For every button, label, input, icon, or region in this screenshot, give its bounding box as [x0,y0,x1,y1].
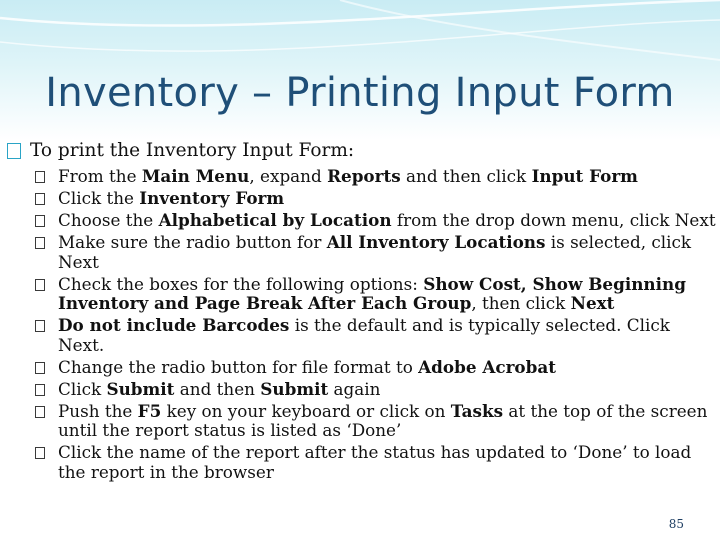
step-emphasis: Input Form [531,166,638,186]
bullet-icon [35,215,45,227]
step-text: . [98,334,105,355]
step-text: and then click [400,166,532,186]
step-emphasis: Inventory Form [139,188,285,208]
step-emphasis: Tasks [450,400,504,421]
step-text: Check the boxes for the following options: [58,273,424,294]
step-emphasis: Submit [106,378,175,399]
step-text: Choose the [58,210,159,230]
bullet-icon [35,279,45,291]
step-item [6,402,718,441]
heading-bullet [6,139,718,163]
step-emphasis: Adobe Acrobat [418,356,556,377]
step-text: From the [58,166,142,186]
bullet-icon [35,237,45,249]
step-item [6,211,718,231]
step-text: key on your keyboard or click on [161,400,451,421]
step-text: Next [674,210,716,230]
slide-content [6,139,718,482]
step-text: is the default and is typically selected. Click [289,315,670,335]
step-emphasis: All Inventory Locations [326,232,546,252]
step-emphasis: F5 [137,400,162,421]
step-emphasis: Do not include Barcodes [58,315,290,335]
content-heading: To print the Inventory Input Form: [30,140,355,161]
step-text: Click the [58,188,140,208]
step-item [6,358,718,378]
step-text: Change the radio button for file format to [58,356,419,377]
step-emphasis: Alphabetical by Location [158,210,392,230]
bullet-icon [35,384,45,396]
step-emphasis: Submit [260,378,329,399]
step-text: Next [58,334,99,355]
step-emphasis: Show Cost, Show Beginning Inventory and Page Break After Each Group [58,273,686,313]
step-emphasis: Reports [327,166,401,186]
step-emphasis: Next [570,293,615,313]
bullet-icon [35,320,45,332]
step-item [6,443,718,482]
step-text: , then click [471,293,571,313]
step-item [6,380,718,400]
page-number: 85 [668,517,684,531]
bullet-icon [35,447,45,459]
bullet-icon [35,171,45,183]
bullet-icon [35,406,45,418]
step-text: , expand [249,166,328,186]
step-text: again [328,378,381,399]
step-text: from the drop down menu, click [391,210,675,230]
step-item [6,167,718,187]
bullet-icon [35,362,45,374]
step-item [6,275,718,314]
step-item [6,316,718,355]
step-text: and then [174,378,261,399]
step-item [6,233,718,272]
step-text: Next [58,251,99,272]
step-text: Make sure the radio button for [58,232,327,252]
step-text: Push the [58,400,138,421]
step-text: Click the name of the report after the status has updated to ‘Done’ to load the report in the browser [58,442,692,482]
slide-title: Inventory – Printing Input Form [45,70,675,116]
step-item [6,189,718,209]
step-text: is selected, click [545,232,692,252]
step-emphasis: Main Menu [141,166,250,186]
bullet-icon [35,193,45,205]
step-text: Click [58,378,107,399]
bullet-icon [7,143,21,159]
step-text: at the top of the screen until the report status is listed as ‘Done’ [58,400,708,440]
